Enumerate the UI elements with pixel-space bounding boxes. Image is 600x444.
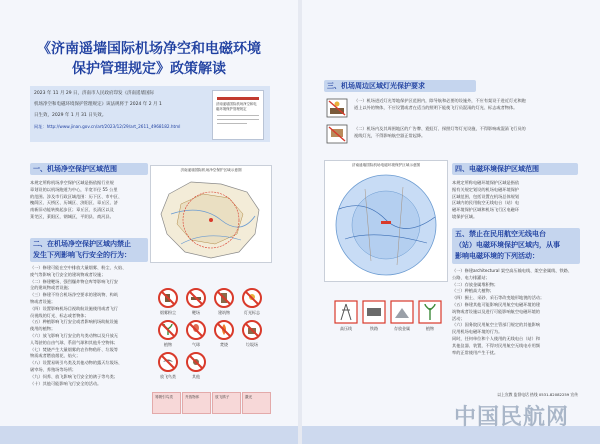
list-item: 公路、电力排灌站；: [452, 274, 490, 280]
emc-map-graphic: [325, 169, 447, 281]
no-other-activity-icon: [186, 352, 206, 372]
icon-label: 存放金属: [394, 326, 410, 331]
no-plant-icon: [158, 320, 178, 340]
intro-line3: 日生效，2029 年 1 月 31 日失效。: [34, 113, 107, 118]
section4-line: 境保护区域。: [452, 213, 478, 219]
list-item: 其他仪器、装置，不得对民用航空无线电专用频: [452, 342, 540, 348]
document-title-line2: 保护管理规定》政策解读: [72, 61, 226, 77]
list-item: （九）饲养、放飞影响飞行安全的鸽子等鸟类；: [30, 373, 118, 379]
section5-title-line1: 五、禁止在民用航空无线电台: [455, 230, 546, 238]
section5-header: [452, 228, 580, 264]
section2-header: [30, 238, 148, 262]
left-footer-bar: [0, 426, 298, 444]
list-item: 物质或者燃放烟花、焰火；: [30, 353, 81, 359]
list-item: 活动；: [452, 315, 465, 321]
no-tall-plants-icon: [418, 300, 442, 324]
icon-label: 焚烧: [220, 342, 228, 347]
emc-icon-row: [332, 300, 444, 346]
intro-line1: 2023 年 11 月 29 日，济南市人民政府印发《济南遥墙国际: [34, 91, 155, 96]
list-item: 民用机场电磁环境的行为。: [452, 329, 503, 335]
icon-label: 高压线: [340, 326, 352, 331]
list-item: （一）修建architectural 架空高压输电线、架空金属线、铁路、: [452, 268, 573, 273]
list-item: （二）存放金属堆积物；: [452, 281, 499, 287]
icon-label: 建筑物: [218, 310, 230, 315]
section2-list: [30, 265, 146, 387]
list-item: 屠宰场、养殖场等场所；: [30, 366, 77, 372]
section3-item2: [354, 126, 584, 140]
pink-label-box: 激光: [242, 392, 271, 414]
section1-title: 一、机场净空保护区域范围: [33, 165, 117, 173]
section1-header: [30, 163, 148, 175]
section3-header: [324, 80, 476, 92]
icon-label: 气球: [192, 342, 200, 347]
icon-label: 铁路: [370, 326, 378, 331]
list-item: 率的正常使用产生干扰。: [452, 349, 499, 355]
no-burning-icon: [214, 320, 234, 340]
list-item: 使用的植物；: [30, 326, 56, 332]
section2-title-line1: 二、在机场净空保护区域内禁止: [33, 240, 131, 248]
section3-item2-line: （二）机场内及其周围地区的广告牌、霓虹灯、探照灯等灯光设施，不得影响或混淆飞行员的: [354, 126, 526, 131]
list-item: （三）修建不符合机场净空要求的建筑物、构筑: [30, 292, 118, 298]
thumbnail-red-header: [217, 97, 259, 100]
clearance-map-graphic: [151, 174, 271, 262]
list-item: 员视线的灯光、标志或者物体；: [30, 312, 89, 318]
section4-line: 区域内的民用航空无线电台（站）电: [452, 200, 520, 206]
footer-contact: 以上宣教 监督电话 热线 0531-82082259 宣传: [497, 392, 578, 397]
emc-map-title: 济南遥墙国际机场电磁环境保护区域示意图: [351, 163, 421, 167]
icon-label: 垃圾场: [246, 342, 258, 347]
section3-item1: [354, 98, 584, 112]
list-item: （一）修建可能在空中排放大量烟雾、粉尘、火焰、: [30, 265, 127, 270]
list-item: （二）修建靶场、强烈爆炸物仓库等影响飞行安: [30, 278, 118, 284]
no-bird-release-icon: [158, 352, 178, 372]
icon-label: 靶场: [192, 310, 200, 315]
emc-protection-map: [324, 160, 448, 282]
no-balloon-icon: [186, 320, 206, 340]
section1-line: 莱芜区，莱阳区，钢城区，平阴县、商河县。: [30, 213, 114, 219]
list-item: 人驾驶的自由气球、系留气球和其他升空物体；: [30, 339, 118, 345]
section3-item1-line: 道上以外的物体，不应设置或者在适当的照明下能使飞行员混淆的灯光、标志或者物体。: [354, 104, 518, 110]
document-title-line1: 《济南遥墙国际机场净空和电磁环境: [37, 41, 261, 57]
section5-title-line3: 影响电磁环境的下列活动：: [455, 252, 539, 260]
section3-item2-line: 视线灯光，不得影响航空器正常起降。: [354, 132, 426, 138]
section1-line: 的范围。涉及市行政区域范围：历下区、市中区、: [30, 193, 123, 199]
list-item: （四）掘土、采砂、采石等改变地形地貌的活动；: [452, 295, 545, 301]
no-shooting-range-icon: [186, 288, 206, 308]
list-item: 全的建筑物或者设施；: [30, 285, 72, 291]
list-item: （三）种植高大植物；: [452, 288, 494, 294]
icon-label: 灯光标志: [244, 310, 260, 315]
section1-line: 槐荫区、天桥区、历城区、济阳区、章丘区、济: [30, 200, 118, 206]
section4-line: 本规定所称电磁环境保护区域是指依: [452, 180, 520, 185]
clearance-protection-map: [150, 165, 272, 263]
list-item: 同时，任何单位和个人使用的无线电台（站）和: [452, 335, 540, 341]
intro-url[interactable]: 网址：http://www.jinan.gov.cn/art/2023/12/29/art_2611_4968182.html: [34, 124, 181, 129]
section1-line: 章划设的以机场跑道为中心，半宽半径 55 公里: [30, 186, 118, 192]
watermark: 中国民航网: [454, 404, 570, 430]
regulation-thumbnail: [212, 90, 264, 140]
section3-item1-line: （一）机场进近灯光等地保护区范围内，除导航和必要的设施外，不应有架设于进近灯光和跑: [354, 98, 526, 103]
list-item: （四）设置影响机场目视助航设施使用或者飞行: [30, 305, 118, 311]
icon-label: 放飞鸟类: [160, 374, 176, 379]
section4-header: [452, 163, 578, 175]
section4-title: 四、电磁环境保护区域范围: [455, 165, 539, 173]
list-item: （八）设置易吸引鸟类及其他动物的露天垃圾场、: [30, 360, 123, 366]
icon-label: 植物: [164, 342, 172, 347]
list-item: （十）其他可能影响飞行安全的活动。: [30, 380, 102, 386]
icon-label: 烟雾粉尘: [160, 310, 176, 315]
pink-label-box: 升放物体: [182, 392, 211, 414]
no-building-icon: [214, 288, 234, 308]
section1-body: [30, 180, 142, 221]
list-item: （五）修建其他可能影响民用航空电磁环境的建: [452, 301, 540, 307]
intro-line2: 机场净空和电磁环境保护管理规定》该法规将于 2024 年 2 月 1: [34, 102, 162, 107]
section5-title-line2: （站）电磁环境保护区域内，从事: [455, 241, 560, 249]
left-page: [0, 0, 298, 444]
section1-line: 本规定所称机场净空保护区域是指依据行业规: [30, 180, 114, 185]
pink-label-box: 易吸引鸟类: [152, 392, 181, 414]
pink-label-box: 放飞鸽子: [212, 392, 241, 414]
no-metal-storage-icon: [390, 300, 414, 324]
clearance-map-title: 济南遥墙国际机场净空保护区域示意图: [180, 168, 242, 172]
pink-label-row: [152, 392, 272, 414]
no-smoke-icon: [158, 288, 178, 308]
list-item: （六）国务院民用航空主管部门规定的其他影响: [452, 322, 540, 328]
list-item: （五）种植影响飞行安全或者影响机场助航设施: [30, 319, 118, 325]
intro-box: [30, 86, 270, 142]
no-confusing-light-icon: [326, 98, 348, 118]
no-billboard-light-icon: [326, 124, 348, 144]
right-page: [302, 0, 600, 444]
section4-line: 区域范围，包括设置在机场总体规划: [452, 193, 520, 199]
icon-label: 植物: [426, 326, 434, 331]
list-item: 筑物或者设施以及进行可能影响航空电磁环境的: [452, 308, 540, 314]
list-item: 废气等影响飞行安全的建筑物或者设施；: [30, 271, 106, 277]
thumbnail-caption: 济南遥墙国际机场净空和电磁环境保护管理规定: [216, 102, 257, 111]
no-railway-icon: [362, 300, 386, 324]
section1-line: 南新旧动能转换起步区；章丘区、长清区以及: [30, 207, 114, 213]
icon-label: 其他: [192, 374, 200, 379]
section2-title-line2: 发生下列影响飞行安全的行为：: [33, 251, 131, 259]
list-item: 物或者设施；: [30, 298, 56, 304]
section4-line: 据有关规定划设的机场电磁环境保护: [452, 186, 520, 192]
no-powerline-icon: [334, 300, 358, 324]
list-item: （七）焚烧产生大量烟雾的农作物秸秆、垃圾等: [30, 346, 118, 352]
prohibition-icon-grid: [152, 286, 272, 390]
list-item: （六）放飞影响飞行安全的鸟类动物以及升放无: [30, 332, 118, 338]
section4-body: [452, 180, 576, 221]
section3-title: 三、机场周边区域灯光保护要求: [327, 82, 425, 90]
no-garbage-dump-icon: [242, 320, 262, 340]
no-light-icon: [242, 288, 262, 308]
section4-line: 磁环境保护区域和机场飞行区电磁环: [452, 207, 520, 213]
section5-list: [452, 268, 578, 356]
